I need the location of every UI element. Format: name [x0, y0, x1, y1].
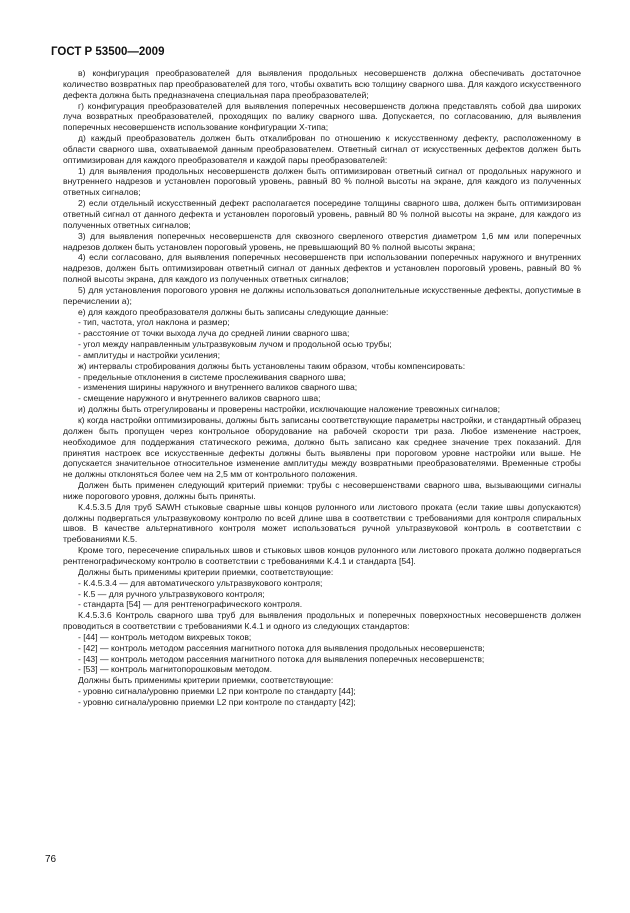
- paragraph: 2) если отдельный искусственный дефект располагается посередине толщины сварного шва, должен быть оптимизирован ответный сигнал от данного дефекта и установлен пороговый уровень, равный 80 % полной высоты на экране, для каждого из полученных ответных сигналов;: [63, 198, 581, 230]
- paragraph: д) каждый преобразователь должен быть откалиброван по отношению к искусственному дефекту, расположенному в области сварного шва, охватываемой данным преобразователем. Ответный сигнал от искусственных дефектов должен быть оптимизирован для каждого преобразователя и каждой пары преобразователей:: [63, 133, 581, 165]
- paragraph: Должны быть применимы критерии приемки, соответствующие:: [78, 675, 334, 686]
- paragraph: в) конфигурация преобразователей для выявления продольных несовершенств должна обеспечивать достаточное количество возвратных пар преобразователей для того, чтобы охватить всю толщину сварного шва. Для каждого искусственного дефекта должна быть предназначена специальная пара преобразователей;: [63, 68, 581, 100]
- document-body: [63, 68, 581, 708]
- list-item: - [53] — контроль магнитопорошковым методом.: [78, 664, 272, 675]
- list-item: - смещение наружного и внутреннего валиков сварного шва;: [78, 393, 321, 404]
- paragraph: г) конфигурация преобразователей для выявления поперечных несовершенств должна представлять собой два широких луча возвратных преобразователей, проходящих по валику сварного шва. Допускается, по согласованию, для выявления поперечных несовершенств использование конфигурации X-типа;: [63, 100, 581, 133]
- list-item: - уровню сигнала/уровню приемки L2 при контроле по стандарту [44];: [78, 686, 356, 697]
- paragraph: К.4.5.3.5 Для труб SAWH стыковые сварные швы концов рулонного или листового проката (если такие швы допускаются) должны подвергаться ультразвуковому контролю по всей длине шва в соответствии с требованиями для контроля спиральных швов. В качестве альтернативного контроля может использоваться ручной ультразвуковой контроль в соответствии с требованиями К.5.: [63, 501, 581, 545]
- list-item: - К.4.5.3.4 — для автоматического ультразвукового контроля;: [78, 577, 323, 588]
- list-item: - амплитуды и настройки усиления;: [78, 349, 220, 360]
- list-item: - угол между направленным ультразвуковым лучом и продольной осью трубы;: [78, 339, 392, 350]
- list-item: - стандарта [54] — для рентгенографического контроля.: [78, 599, 303, 610]
- document-header: ГОСТ Р 53500—2009: [51, 46, 165, 58]
- paragraph: ж) интервалы стробирования должны быть установлены таким образом, чтобы компенсировать:: [78, 360, 466, 371]
- paragraph: Должны быть применимы критерии приемки, соответствующие:: [78, 566, 334, 577]
- paragraph: Кроме того, пересечение спиральных швов и стыковых швов концов рулонного или листового проката должно подвергаться рентгенографическому контролю в соответствии с требованиями К.4.1 и стандарта [54].: [63, 545, 581, 566]
- paragraph: е) для каждого преобразователя должны быть записаны следующие данные:: [78, 306, 389, 317]
- paragraph: 4) если согласовано, для выявления поперечных несовершенств при использовании поперечных наружного и внутренних надрезов, должен быть оптимизирован ответный сигнал от данных дефектов и установлен пороговый уровень, равный 80 % полной высоты экрана, для каждого из полученных ответных сигналов;: [63, 252, 581, 285]
- paragraph: 3) для выявления поперечных несовершенств для сквозного сверленого отверстия диаметром 1,6 мм или поперечных надрезов должен быть установлен пороговый уровень, не превышающий 80 % полной высоты экрана;: [63, 230, 581, 252]
- list-item: - [43] — контроль методом рассеяния магнитного потока для выявления поперечных несовершенств;: [78, 653, 485, 664]
- list-item: - предельные отклонения в системе прослеживания сварного шва;: [78, 371, 346, 382]
- list-item: - уровню сигнала/уровню приемки L2 при контроле по стандарту [42];: [78, 696, 356, 707]
- list-item: - [42] — контроль методом рассеяния магнитного потока для выявления продольных несовершенств;: [78, 642, 485, 653]
- page-number: 76: [45, 854, 57, 865]
- paragraph: к) когда настройки оптимизированы, должны быть записаны соответствующие параметры настройки, и стандартный образец должен быть пропущен через контрольное оборудование на рабочей скорости три раза. Любое изменение настроек, необходимое для поддержания статического режима, должно быть записано как среднее значение трех показаний. Для принятия настроек все искусственные дефекты должны быть выявлены при пороговом уровне настройки или выше. Не допускается значительное относительное изменение амплитуды между возвратными преобразователями. Временные стробы не должны отклоняться более чем на 2,5 мм от контрольного положения.: [63, 415, 581, 480]
- list-item: - К.5 — для ручного ультразвукового контроля;: [78, 588, 265, 599]
- paragraph: и) должны быть отрегулированы и проверены настройки, исключающие наложение тревожных сигналов;: [78, 404, 500, 415]
- list-item: - изменения ширины наружного и внутреннего валиков сварного шва;: [78, 382, 358, 393]
- paragraph: К.4.5.3.6 Контроль сварного шва труб для выявления продольных и поперечных поверхностных несовершенств должен проводиться в соответствии с требованиями К.4.1 и одного из следующих стандартов:: [63, 610, 581, 632]
- list-item: - [44] — контроль методом вихревых токов;: [78, 631, 252, 642]
- paragraph: 1) для выявления продольных несовершенств должен быть оптимизирован ответный сигнал от продольных наружного и внутреннего надрезов и установлен пороговый уровень, равный 80 % полной высоты на экране, для каждого из полученных ответных сигналов;: [63, 165, 581, 198]
- paragraph: Должен быть применен следующий критерий приемки: трубы с несовершенствами сварного шва, вызывающими сигналы ниже порогового уровня, должны быть приняты.: [63, 480, 581, 501]
- list-item: - расстояние от точки выхода луча до средней линии сварного шва;: [78, 328, 350, 339]
- list-item: - тип, частота, угол наклона и размер;: [78, 317, 230, 328]
- paragraph: 5) для установления порогового уровня не должны использоваться дополнительные искусственные дефекты, допустимые в перечислении а);: [63, 284, 581, 306]
